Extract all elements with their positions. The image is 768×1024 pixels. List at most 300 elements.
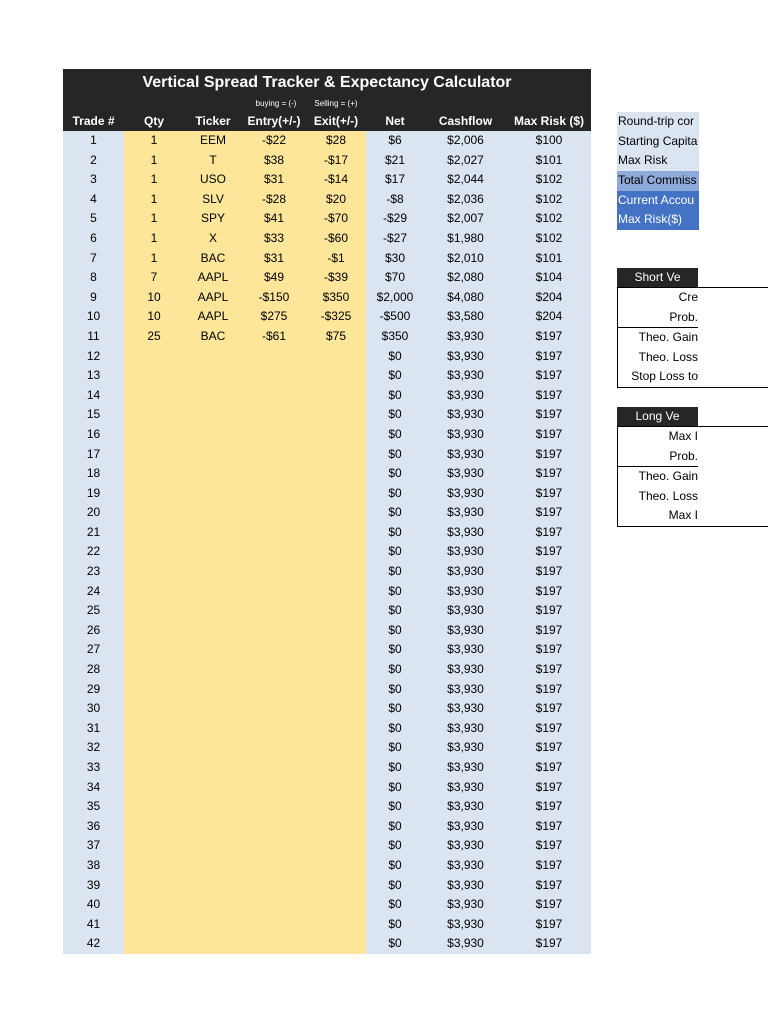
max-risk-cell[interactable]: $197 [507,386,591,406]
net-cell[interactable]: $0 [366,640,424,660]
header-max-risk[interactable]: Max Risk ($) [513,114,585,128]
header-qty[interactable]: Qty [143,114,164,128]
net-cell[interactable]: $0 [366,895,424,915]
entry-cell[interactable]: $41 [242,209,306,229]
ticker-cell[interactable] [184,386,242,406]
cashflow-cell[interactable]: $3,930 [424,895,507,915]
net-cell[interactable]: $0 [366,699,424,719]
trade-number-cell[interactable]: 34 [63,778,124,798]
net-cell[interactable]: $0 [366,621,424,641]
exit-cell[interactable] [306,915,366,935]
cashflow-cell[interactable]: $3,930 [424,405,507,425]
qty-cell[interactable] [124,836,184,856]
param-label[interactable]: Max Risk [617,151,699,171]
net-cell[interactable]: $0 [366,366,424,386]
ticker-cell[interactable]: AAPL [184,307,242,327]
param-label[interactable]: Current Accou [617,191,699,211]
param-label[interactable]: Starting Capita [617,132,699,152]
cashflow-cell[interactable]: $2,027 [424,151,507,171]
max-risk-cell[interactable]: $197 [507,523,591,543]
max-risk-cell[interactable]: $197 [507,660,591,680]
trade-number-cell[interactable]: 31 [63,719,124,739]
net-cell[interactable]: $0 [366,386,424,406]
max-risk-cell[interactable]: $197 [507,738,591,758]
cashflow-cell[interactable]: $1,980 [424,229,507,249]
trade-number-cell[interactable]: 37 [63,836,124,856]
trade-number-cell[interactable]: 39 [63,876,124,896]
net-cell[interactable]: $21 [366,151,424,171]
ticker-cell[interactable] [184,366,242,386]
ticker-cell[interactable] [184,621,242,641]
exit-cell[interactable]: -$17 [306,151,366,171]
max-risk-cell[interactable]: $197 [507,327,591,347]
entry-cell[interactable]: -$61 [242,327,306,347]
max-risk-cell[interactable]: $197 [507,895,591,915]
ticker-cell[interactable] [184,876,242,896]
header-trade-number[interactable]: Trade # [72,114,115,128]
ticker-cell[interactable] [184,582,242,602]
trade-number-cell[interactable]: 32 [63,738,124,758]
entry-cell[interactable] [242,386,306,406]
entry-cell[interactable] [242,523,306,543]
exit-cell[interactable]: $20 [306,190,366,210]
max-risk-cell[interactable]: $102 [507,170,591,190]
max-risk-cell[interactable]: $197 [507,542,591,562]
trade-number-cell[interactable]: 25 [63,601,124,621]
exit-cell[interactable] [306,484,366,504]
exit-cell[interactable] [306,680,366,700]
cashflow-cell[interactable]: $3,930 [424,876,507,896]
qty-cell[interactable] [124,366,184,386]
max-risk-cell[interactable]: $100 [507,131,591,151]
ticker-cell[interactable]: BAC [184,327,242,347]
qty-cell[interactable]: 1 [124,131,184,151]
ticker-cell[interactable]: BAC [184,249,242,269]
ticker-cell[interactable] [184,405,242,425]
trade-number-cell[interactable]: 14 [63,386,124,406]
ticker-cell[interactable] [184,699,242,719]
cashflow-cell[interactable]: $3,930 [424,386,507,406]
max-risk-cell[interactable]: $197 [507,601,591,621]
exit-cell[interactable] [306,778,366,798]
exit-cell[interactable] [306,758,366,778]
header-cashflow[interactable]: Cashflow [438,114,493,128]
qty-cell[interactable] [124,464,184,484]
net-cell[interactable]: $0 [366,562,424,582]
max-risk-cell[interactable]: $102 [507,209,591,229]
ticker-cell[interactable] [184,915,242,935]
net-cell[interactable]: $0 [366,915,424,935]
qty-cell[interactable] [124,817,184,837]
cashflow-cell[interactable]: $3,930 [424,738,507,758]
entry-cell[interactable] [242,640,306,660]
net-cell[interactable]: -$27 [366,229,424,249]
qty-cell[interactable]: 1 [124,151,184,171]
qty-cell[interactable] [124,856,184,876]
ticker-cell[interactable] [184,640,242,660]
ticker-cell[interactable]: X [184,229,242,249]
trade-number-cell[interactable]: 4 [63,190,124,210]
entry-cell[interactable] [242,366,306,386]
entry-cell[interactable] [242,542,306,562]
net-cell[interactable]: $0 [366,542,424,562]
max-risk-cell[interactable]: $197 [507,680,591,700]
qty-cell[interactable] [124,582,184,602]
net-cell[interactable]: $0 [366,660,424,680]
net-cell[interactable]: $0 [366,836,424,856]
max-risk-cell[interactable]: $197 [507,934,591,954]
entry-cell[interactable] [242,699,306,719]
qty-cell[interactable] [124,425,184,445]
qty-cell[interactable] [124,484,184,504]
exit-cell[interactable] [306,405,366,425]
trade-number-cell[interactable]: 21 [63,523,124,543]
exit-cell[interactable] [306,542,366,562]
cashflow-cell[interactable]: $3,930 [424,660,507,680]
qty-cell[interactable]: 10 [124,307,184,327]
panel-line-label[interactable]: Max I [668,508,698,523]
cashflow-cell[interactable]: $3,930 [424,582,507,602]
header-entry[interactable]: Entry(+/-) [247,114,301,128]
qty-cell[interactable] [124,915,184,935]
max-risk-cell[interactable]: $197 [507,915,591,935]
max-risk-cell[interactable]: $197 [507,503,591,523]
qty-cell[interactable] [124,699,184,719]
max-risk-cell[interactable]: $197 [507,464,591,484]
net-cell[interactable]: -$500 [366,307,424,327]
trade-number-cell[interactable]: 11 [63,327,124,347]
trade-number-cell[interactable]: 28 [63,660,124,680]
net-cell[interactable]: $0 [366,778,424,798]
ticker-cell[interactable] [184,758,242,778]
trade-number-cell[interactable]: 27 [63,640,124,660]
entry-cell[interactable] [242,445,306,465]
max-risk-cell[interactable]: $197 [507,836,591,856]
trade-number-cell[interactable]: 33 [63,758,124,778]
max-risk-cell[interactable]: $101 [507,249,591,269]
max-risk-cell[interactable]: $197 [507,347,591,367]
entry-cell[interactable] [242,464,306,484]
net-cell[interactable]: $0 [366,738,424,758]
cashflow-cell[interactable]: $2,006 [424,131,507,151]
exit-cell[interactable] [306,621,366,641]
ticker-cell[interactable] [184,542,242,562]
max-risk-cell[interactable]: $197 [507,366,591,386]
qty-cell[interactable] [124,876,184,896]
qty-cell[interactable] [124,758,184,778]
exit-cell[interactable] [306,445,366,465]
panel-line-label[interactable]: Max I [668,429,698,443]
max-risk-cell[interactable]: $197 [507,582,591,602]
qty-cell[interactable] [124,660,184,680]
trade-number-cell[interactable]: 7 [63,249,124,269]
entry-cell[interactable] [242,856,306,876]
entry-cell[interactable]: $38 [242,151,306,171]
trade-number-cell[interactable]: 5 [63,209,124,229]
qty-cell[interactable] [124,542,184,562]
cashflow-cell[interactable]: $3,930 [424,601,507,621]
net-cell[interactable]: $0 [366,464,424,484]
qty-cell[interactable] [124,523,184,543]
entry-cell[interactable] [242,484,306,504]
net-cell[interactable]: $6 [366,131,424,151]
trade-number-cell[interactable]: 6 [63,229,124,249]
qty-cell[interactable] [124,445,184,465]
ticker-cell[interactable] [184,778,242,798]
max-risk-cell[interactable]: $204 [507,288,591,308]
ticker-cell[interactable] [184,680,242,700]
cashflow-cell[interactable]: $3,930 [424,719,507,739]
net-cell[interactable]: $350 [366,327,424,347]
ticker-cell[interactable] [184,347,242,367]
trade-number-cell[interactable]: 18 [63,464,124,484]
exit-cell[interactable] [306,366,366,386]
cashflow-cell[interactable]: $3,930 [424,699,507,719]
ticker-cell[interactable] [184,836,242,856]
net-cell[interactable]: $0 [366,405,424,425]
cashflow-cell[interactable]: $3,930 [424,836,507,856]
header-ticker[interactable]: Ticker [195,114,231,128]
trade-number-cell[interactable]: 2 [63,151,124,171]
max-risk-cell[interactable]: $197 [507,719,591,739]
entry-cell[interactable]: $31 [242,170,306,190]
ticker-cell[interactable] [184,856,242,876]
net-cell[interactable]: $0 [366,817,424,837]
ticker-cell[interactable] [184,817,242,837]
trade-number-cell[interactable]: 20 [63,503,124,523]
ticker-cell[interactable] [184,445,242,465]
max-risk-cell[interactable]: $197 [507,856,591,876]
ticker-cell[interactable] [184,797,242,817]
max-risk-cell[interactable]: $197 [507,425,591,445]
qty-cell[interactable] [124,601,184,621]
trade-number-cell[interactable]: 16 [63,425,124,445]
ticker-cell[interactable] [184,464,242,484]
trade-number-cell[interactable]: 24 [63,582,124,602]
qty-cell[interactable] [124,405,184,425]
panel-line-label[interactable]: Cre [678,290,698,304]
net-cell[interactable]: $0 [366,445,424,465]
cashflow-cell[interactable]: $2,044 [424,170,507,190]
param-label[interactable]: Max Risk($) [617,210,699,230]
exit-cell[interactable] [306,876,366,896]
entry-cell[interactable] [242,738,306,758]
entry-cell[interactable]: -$150 [242,288,306,308]
exit-cell[interactable] [306,425,366,445]
trade-number-cell[interactable]: 17 [63,445,124,465]
panel-line-label[interactable]: Theo. Gain [618,466,698,487]
cashflow-cell[interactable]: $3,930 [424,778,507,798]
cashflow-cell[interactable]: $3,930 [424,542,507,562]
exit-cell[interactable] [306,503,366,523]
entry-cell[interactable]: -$22 [242,131,306,151]
entry-cell[interactable] [242,503,306,523]
exit-cell[interactable]: $75 [306,327,366,347]
exit-cell[interactable]: $28 [306,131,366,151]
qty-cell[interactable]: 1 [124,229,184,249]
net-cell[interactable]: $30 [366,249,424,269]
ticker-cell[interactable] [184,562,242,582]
max-risk-cell[interactable]: $197 [507,621,591,641]
qty-cell[interactable] [124,347,184,367]
net-cell[interactable]: $0 [366,797,424,817]
max-risk-cell[interactable]: $197 [507,562,591,582]
exit-cell[interactable] [306,699,366,719]
net-cell[interactable]: $0 [366,347,424,367]
panel-line-label[interactable]: Theo. Loss [638,488,698,503]
panel-line-label[interactable]: Prob. [669,309,698,324]
entry-cell[interactable] [242,405,306,425]
ticker-cell[interactable] [184,503,242,523]
net-cell[interactable]: $0 [366,484,424,504]
trade-number-cell[interactable]: 19 [63,484,124,504]
entry-cell[interactable]: $33 [242,229,306,249]
cashflow-cell[interactable]: $3,930 [424,797,507,817]
exit-cell[interactable]: -$14 [306,170,366,190]
panel-line-label[interactable]: Prob. [669,448,698,463]
net-cell[interactable]: -$8 [366,190,424,210]
panel-line-label[interactable]: Theo. Gain [618,327,698,348]
max-risk-cell[interactable]: $197 [507,817,591,837]
entry-cell[interactable]: -$28 [242,190,306,210]
ticker-cell[interactable] [184,601,242,621]
qty-cell[interactable] [124,738,184,758]
entry-cell[interactable] [242,347,306,367]
exit-cell[interactable] [306,817,366,837]
header-exit[interactable]: Exit(+/-) [313,114,359,128]
ticker-cell[interactable]: AAPL [184,288,242,308]
exit-cell[interactable] [306,601,366,621]
qty-cell[interactable] [124,778,184,798]
cashflow-cell[interactable]: $3,580 [424,307,507,327]
ticker-cell[interactable]: SPY [184,209,242,229]
trade-number-cell[interactable]: 10 [63,307,124,327]
net-cell[interactable]: $0 [366,523,424,543]
entry-cell[interactable] [242,601,306,621]
trade-number-cell[interactable]: 3 [63,170,124,190]
net-cell[interactable]: $0 [366,503,424,523]
cashflow-cell[interactable]: $2,080 [424,268,507,288]
entry-cell[interactable] [242,895,306,915]
entry-cell[interactable] [242,817,306,837]
net-cell[interactable]: $70 [366,268,424,288]
trade-number-cell[interactable]: 36 [63,817,124,837]
entry-cell[interactable] [242,836,306,856]
trade-number-cell[interactable]: 9 [63,288,124,308]
net-cell[interactable]: $0 [366,856,424,876]
entry-cell[interactable] [242,582,306,602]
cashflow-cell[interactable]: $3,930 [424,758,507,778]
exit-cell[interactable] [306,347,366,367]
net-cell[interactable]: $0 [366,582,424,602]
exit-cell[interactable]: -$39 [306,268,366,288]
max-risk-cell[interactable]: $101 [507,151,591,171]
exit-cell[interactable]: -$1 [306,249,366,269]
cashflow-cell[interactable]: $2,007 [424,209,507,229]
panel-line-label[interactable]: Stop Loss to [631,369,698,384]
cashflow-cell[interactable]: $4,080 [424,288,507,308]
net-cell[interactable]: $0 [366,876,424,896]
qty-cell[interactable] [124,621,184,641]
trade-number-cell[interactable]: 26 [63,621,124,641]
trade-number-cell[interactable]: 15 [63,405,124,425]
cashflow-cell[interactable]: $3,930 [424,621,507,641]
exit-cell[interactable]: $350 [306,288,366,308]
exit-cell[interactable] [306,797,366,817]
net-cell[interactable]: $0 [366,758,424,778]
entry-cell[interactable] [242,562,306,582]
qty-cell[interactable] [124,895,184,915]
trade-number-cell[interactable]: 35 [63,797,124,817]
max-risk-cell[interactable]: $104 [507,268,591,288]
entry-cell[interactable] [242,425,306,445]
exit-cell[interactable] [306,660,366,680]
ticker-cell[interactable] [184,719,242,739]
ticker-cell[interactable] [184,523,242,543]
entry-cell[interactable] [242,778,306,798]
max-risk-cell[interactable]: $197 [507,876,591,896]
exit-cell[interactable]: -$60 [306,229,366,249]
ticker-cell[interactable] [184,484,242,504]
exit-cell[interactable]: -$325 [306,307,366,327]
qty-cell[interactable] [124,386,184,406]
net-cell[interactable]: $0 [366,680,424,700]
param-label[interactable]: Total Commiss [617,171,699,191]
trade-number-cell[interactable]: 40 [63,895,124,915]
panel-line-label[interactable]: Theo. Loss [638,349,698,364]
max-risk-cell[interactable]: $197 [507,797,591,817]
ticker-cell[interactable] [184,895,242,915]
cashflow-cell[interactable]: $3,930 [424,817,507,837]
max-risk-cell[interactable]: $197 [507,405,591,425]
max-risk-cell[interactable]: $197 [507,758,591,778]
cashflow-cell[interactable]: $3,930 [424,503,507,523]
net-cell[interactable]: $0 [366,601,424,621]
cashflow-cell[interactable]: $2,010 [424,249,507,269]
qty-cell[interactable]: 7 [124,268,184,288]
qty-cell[interactable] [124,562,184,582]
exit-cell[interactable] [306,464,366,484]
cashflow-cell[interactable]: $3,930 [424,327,507,347]
ticker-cell[interactable] [184,425,242,445]
max-risk-cell[interactable]: $197 [507,640,591,660]
trade-number-cell[interactable]: 13 [63,366,124,386]
trade-number-cell[interactable]: 29 [63,680,124,700]
entry-cell[interactable] [242,797,306,817]
exit-cell[interactable]: -$70 [306,209,366,229]
qty-cell[interactable]: 1 [124,249,184,269]
net-cell[interactable]: $2,000 [366,288,424,308]
qty-cell[interactable] [124,719,184,739]
net-cell[interactable]: -$29 [366,209,424,229]
trade-number-cell[interactable]: 1 [63,131,124,151]
exit-cell[interactable] [306,719,366,739]
ticker-cell[interactable] [184,660,242,680]
cashflow-cell[interactable]: $3,930 [424,934,507,954]
entry-cell[interactable] [242,660,306,680]
ticker-cell[interactable]: EEM [184,131,242,151]
max-risk-cell[interactable]: $197 [507,484,591,504]
cashflow-cell[interactable]: $3,930 [424,915,507,935]
trade-number-cell[interactable]: 22 [63,542,124,562]
trade-number-cell[interactable]: 30 [63,699,124,719]
entry-cell[interactable] [242,876,306,896]
max-risk-cell[interactable]: $197 [507,699,591,719]
qty-cell[interactable]: 10 [124,288,184,308]
qty-cell[interactable]: 1 [124,209,184,229]
qty-cell[interactable] [124,797,184,817]
qty-cell[interactable]: 1 [124,190,184,210]
